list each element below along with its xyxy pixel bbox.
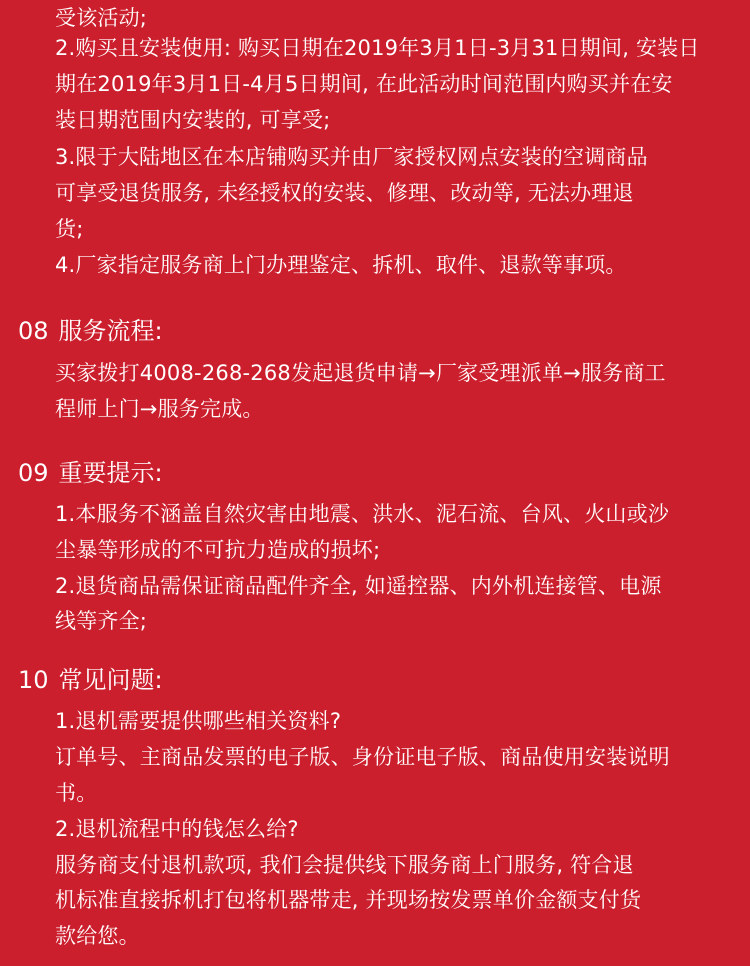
text-line: 受该活动;	[55, 6, 148, 30]
faq-question: 2.退机流程中的钱怎么给?	[55, 817, 299, 841]
text-line: 1.本服务不涵盖自然灾害由地震、洪水、泥石流、台风、火山或沙	[55, 502, 670, 526]
text-line: 买家拨打4008-268-268发起退货申请→厂家受理派单→服务商工	[55, 361, 666, 385]
text-line: 线等齐全;	[55, 609, 148, 633]
text-line: 期在2019年3月1日-4月5日期间, 在此活动时间范围内购买并在安	[55, 72, 673, 96]
section-heading-08	[18, 313, 163, 349]
faq-question: 1.退机需要提供哪些相关资料?	[55, 709, 342, 733]
text-line: 货;	[55, 217, 84, 241]
faq-answer-line: 机标准直接拆机打包将机器带走, 并现场按发票单价金额支付货	[55, 888, 642, 912]
faq-answer-line: 书。	[55, 781, 98, 805]
text-line: 装日期范围内安装的, 可享受;	[55, 108, 331, 132]
section-number: 10	[18, 666, 49, 694]
section-heading-09	[18, 455, 163, 491]
text-line: 2.退货商品需保证商品配件齐全, 如遥控器、内外机连接管、电源	[55, 574, 662, 598]
section-number: 09	[18, 459, 49, 487]
text-line: 3.限于大陆地区在本店铺购买并由厂家授权网点安装的空调商品	[55, 145, 648, 169]
text-line: 可享受退货服务, 未经授权的安装、修理、改动等, 无法办理退	[55, 181, 634, 205]
text-line: 2.购买且安装使用: 购买日期在2019年3月1日-3月31日期间, 安装日	[55, 36, 700, 60]
text-line: 程师上门→服务完成。	[55, 397, 264, 421]
section-number: 08	[18, 317, 49, 345]
text-line: 尘暴等形成的不可抗力造成的损坏;	[55, 538, 381, 562]
section-heading-10	[18, 662, 163, 698]
section-title: 常见问题:	[58, 666, 163, 694]
section-title: 重要提示:	[58, 459, 163, 487]
faq-answer-line: 款给您。	[55, 924, 140, 948]
faq-answer-line: 订单号、主商品发票的电子版、身份证电子版、商品使用安装说明	[55, 745, 670, 769]
text-line: 4.厂家指定服务商上门办理鉴定、拆机、取件、退款等事项。	[55, 253, 627, 277]
section-title: 服务流程:	[58, 317, 163, 345]
faq-answer-line: 服务商支付退机款项, 我们会提供线下服务商上门服务, 符合退	[55, 853, 634, 877]
